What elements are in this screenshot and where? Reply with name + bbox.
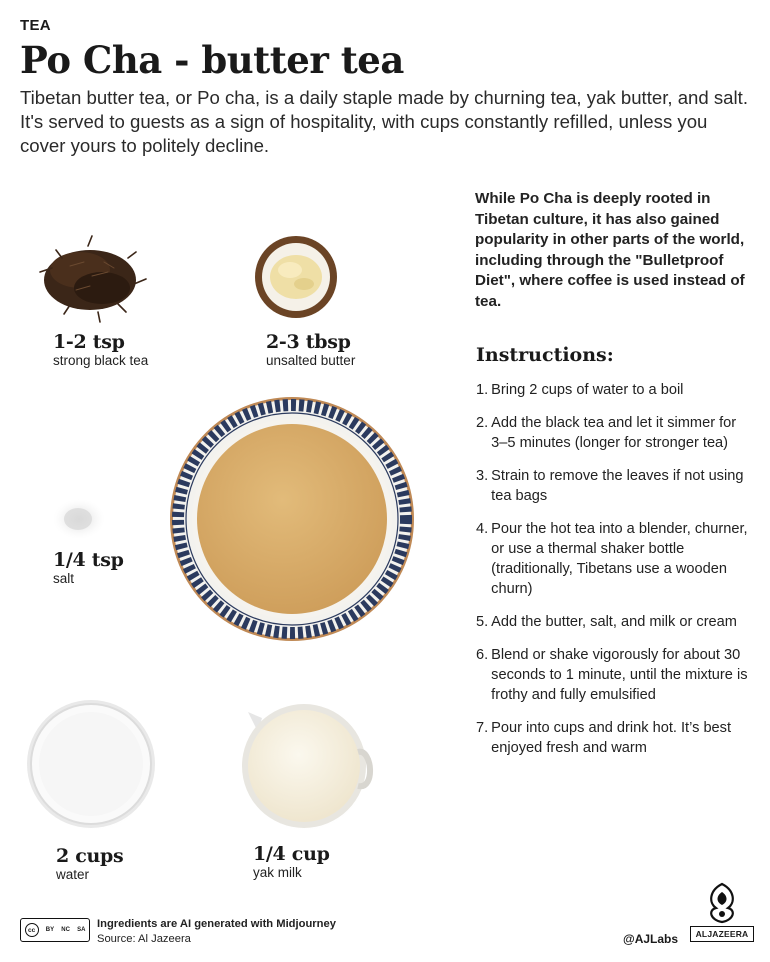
water-glass-icon [25, 700, 161, 836]
source-line: Source: Al Jazeera [97, 933, 191, 945]
ingredient-butter [266, 331, 355, 368]
step-text: Add the butter, salt, and milk or cream [491, 614, 737, 630]
cc-by-label: BY [45, 927, 55, 933]
step-number: 5. [476, 614, 489, 630]
step-text: Add the black tea and let it simmer for 3–5 minutes (longer for stronger tea) [491, 415, 737, 451]
ingredient-name: salt [53, 571, 75, 586]
ingredient-name: yak milk [253, 865, 302, 880]
instruction-step [476, 380, 756, 400]
instruction-step [476, 466, 756, 506]
side-note: While Po Cha is deeply rooted in Tibetan culture, it has also gained popularity in other parts of the world, including through the "Bulletproof Diet", where coffee is used instead of tea. [475, 190, 745, 310]
ingredient-amount: 2 cups [56, 845, 124, 867]
instruction-step [476, 718, 756, 758]
instructions-title: Instructions: [476, 344, 614, 366]
aljazeera-logo[interactable] [690, 880, 754, 942]
ingredient-amount: 1/4 tsp [53, 549, 124, 571]
ai-credit: Ingredients are AI generated with Midjourney [97, 918, 336, 930]
aljazeera-emblem-icon [690, 880, 754, 926]
aljazeera-wordmark: ALJAZEERA [690, 926, 754, 942]
instruction-step [476, 519, 756, 599]
step-number: 2. [476, 415, 489, 431]
butter-tea-bowl-icon [166, 397, 426, 652]
cc-icon: cc [25, 923, 39, 937]
ingredient-name: unsalted butter [266, 353, 356, 368]
ingredient-name: water [56, 867, 90, 882]
creative-commons-badge[interactable] [20, 918, 90, 942]
ingredient-amount: 1-2 tsp [53, 331, 125, 353]
intro-paragraph: Tibetan butter tea, or Po cha, is a daily staple made by churning tea, yak butter, and salt. It's served to guests as a sign of hospitality, with cups constantly refilled, unless you cover yours to politely decline. [20, 87, 748, 156]
instruction-step [476, 413, 756, 453]
footer-credits [97, 917, 336, 947]
step-text: Pour the hot tea into a blender, churner, or use a thermal shaker bottle (traditionally, Tibetans use a wooden churn) [491, 521, 748, 597]
butter-bowl-icon [255, 236, 337, 318]
tea-leaves-icon [40, 236, 146, 322]
step-text: Strain to remove the leaves if not using tea bags [491, 468, 744, 504]
ingredient-water [56, 845, 123, 882]
cc-nc-label: NC [61, 927, 70, 933]
instructions-list [476, 380, 756, 771]
ingredient-amount: 2-3 tbsp [266, 331, 351, 353]
step-text: Pour into cups and drink hot. It’s best enjoyed fresh and warm [491, 720, 732, 756]
ingredient-yak-milk [253, 843, 330, 880]
ingredient-black-tea [53, 331, 148, 368]
step-number: 6. [476, 647, 489, 663]
ingredient-amount: 1/4 cup [253, 843, 330, 865]
salt-pile-icon [53, 499, 105, 539]
milk-jug-icon [240, 704, 372, 836]
step-number: 7. [476, 720, 489, 736]
cc-sa-label: SA [77, 927, 86, 933]
step-text: Bring 2 cups of water to a boil [491, 382, 684, 398]
step-number: 4. [476, 521, 489, 537]
social-handle[interactable]: @AJLabs [623, 932, 679, 946]
page-title: Po Cha - butter tea [20, 38, 404, 82]
instruction-step [476, 612, 756, 632]
section-kicker: TEA [20, 17, 51, 34]
step-number: 1. [476, 382, 489, 398]
instruction-step [476, 645, 756, 705]
step-number: 3. [476, 468, 489, 484]
ingredient-salt [53, 549, 124, 586]
step-text: Blend or shake vigorously for about 30 seconds to 1 minute, until the mixture is frothy and fully emulsified [491, 647, 748, 703]
ingredient-name: strong black tea [53, 353, 149, 368]
